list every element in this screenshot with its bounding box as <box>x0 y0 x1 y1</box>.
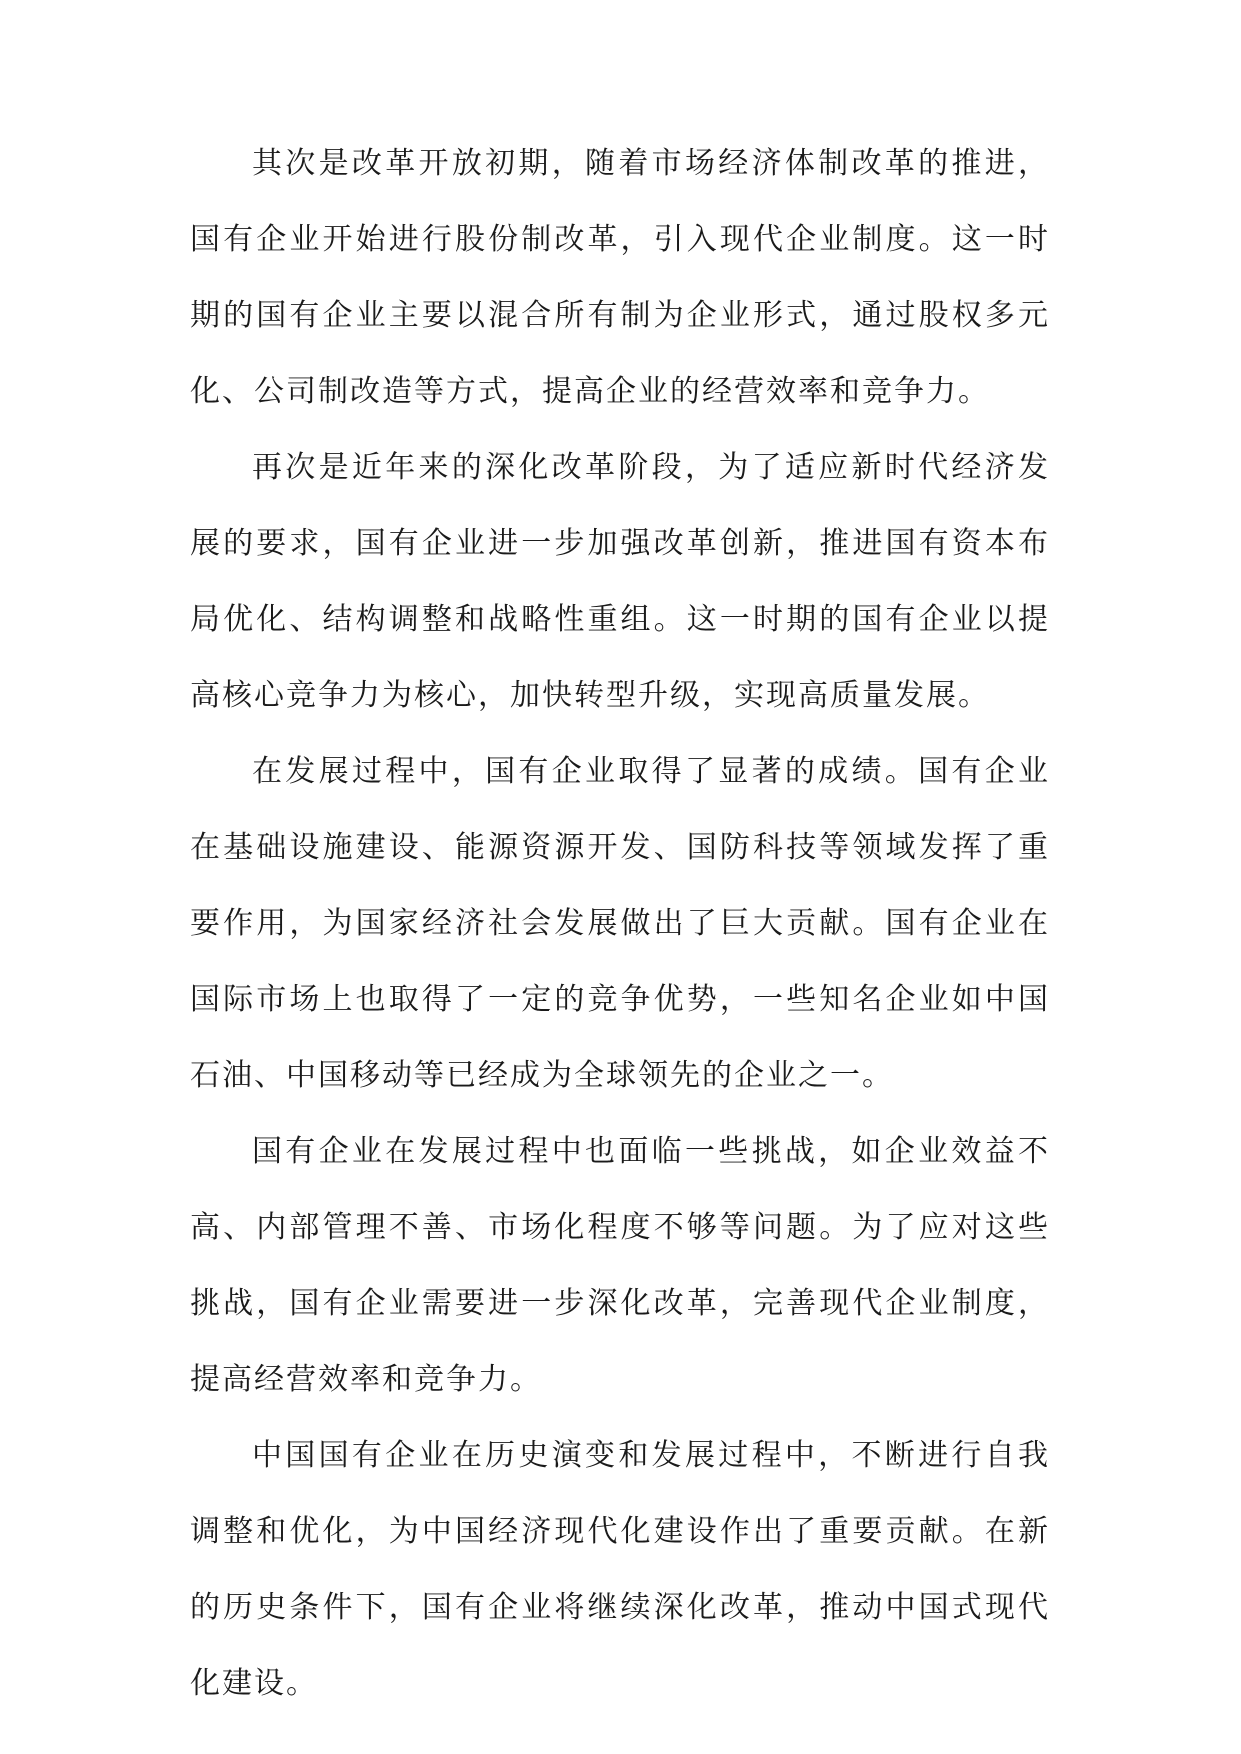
paragraph-5: 中国国有企业在历史演变和发展过程中，不断进行自我调整和优化，为中国经济现代化建设作出了重要贡献。在新的历史条件下，国有企业将继续深化改革，推动中国式现代化建设。 <box>190 1438 1050 1701</box>
paragraph-1: 其次是改革开放初期，随着市场经济体制改革的推进，国有企业开始进行股份制改革，引入现代企业制度。这一时期的国有企业主要以混合所有制为企业形式，通过股权多元化、公司制改造等方式，提高企业的经营效率和竞争力。 <box>190 146 1050 409</box>
paragraph-3: 在发展过程中，国有企业取得了显著的成绩。国有企业在基础设施建设、能源资源开发、国防科技等领域发挥了重要作用，为国家经济社会发展做出了巨大贡献。国有企业在国际市场上也取得了一定的竞争优势，一些知名企业如中国石油、中国移动等已经成为全球领先的企业之一。 <box>190 754 1050 1093</box>
paragraph-4: 国有企业在发展过程中也面临一些挑战，如企业效益不高、内部管理不善、市场化程度不够等问题。为了应对这些挑战，国有企业需要进一步深化改革，完善现代企业制度，提高经营效率和竞争力。 <box>190 1134 1050 1397</box>
document-body <box>190 126 1050 1722</box>
paragraph-2: 再次是近年来的深化改革阶段，为了适应新时代经济发展的要求，国有企业进一步加强改革创新，推进国有资本布局优化、结构调整和战略性重组。这一时期的国有企业以提高核心竞争力为核心，加快转型升级，实现高质量发展。 <box>190 450 1050 713</box>
